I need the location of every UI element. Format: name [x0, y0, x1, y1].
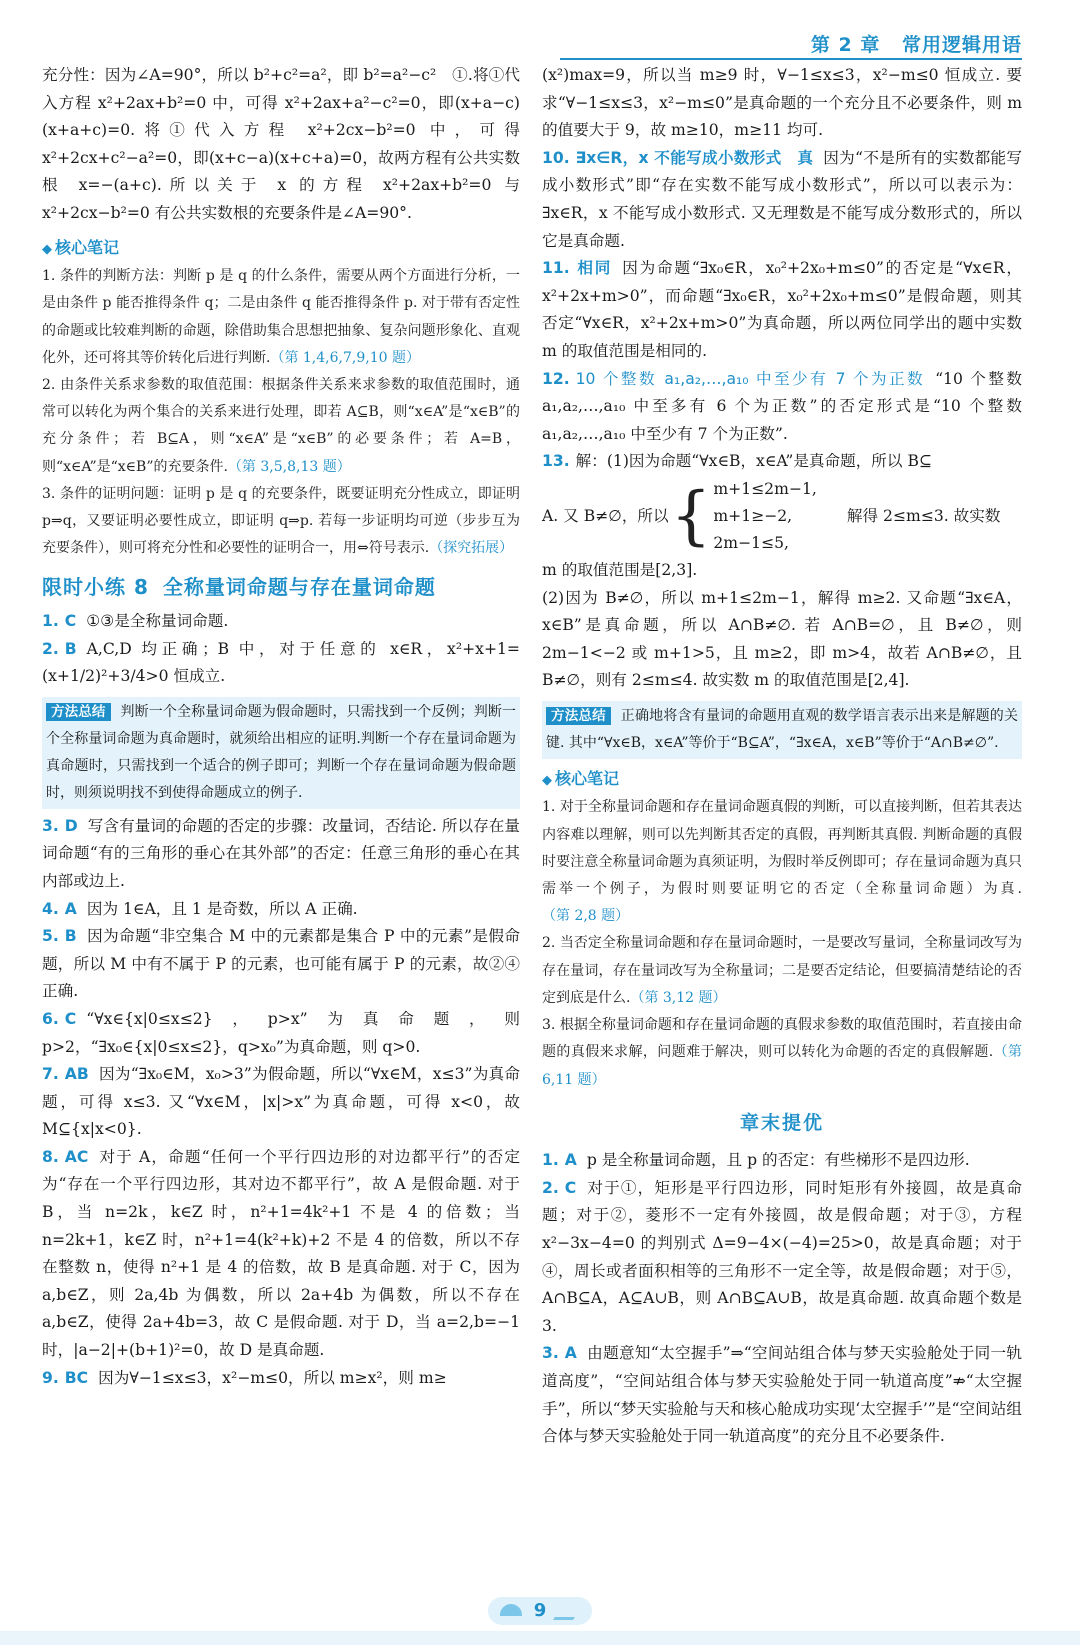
- method-summary-text: 正确地将含有量词的命题用直观的数学语言表示出来是解题的关键. 其中“∀x∈B，x∈A”等价于“B⊆A”，“∃x∈A，x∈B”等价于“A∩B≠∅”.: [546, 707, 1019, 751]
- core-note: 1. 对于全称量词命题和存在量词命题真假的判断，可以直接判断，但若其表达内容难以理解，则可以先判断其否定的真假，再判断其真假. 判断命题的真假时要注意全称量词命题为真须证明，为假时举反例即可；存在量词命题为真只需举一个例子，为假时则要证明它的否定（全称量词命题）为真.（第 2,8 题）: [542, 799, 1022, 925]
- core-note: 2. 由条件关系求参数的取值范围：根据条件关系来求参数的取值范围时，通常可以转化为两个集合的关系来进行处理，即若 A⊆B，则“x∈A”是“x∈B”的充分条件；若 B⊆A，则“x∈A”是“x∈B”的必要条件；若 A=B，则“x∈A”是“x∈B”的充要条件.（第 3,5,8,13 题）: [42, 376, 520, 475]
- core-notes-heading: ◆ 核心笔记: [42, 237, 120, 257]
- answer-item: 1. A p 是全称量词命题，且 p 的否定：有些梯形不是四边形.: [542, 1151, 970, 1170]
- answer-item: 2. B A,C,D 均正确；B 中，对于任意的 x∈R，x²+x+1=(x+1/2)²+3/4>0 恒成立.: [42, 639, 520, 686]
- page-number: 9: [533, 1600, 547, 1621]
- core-note: 3. 条件的证明问题：证明 p 是 q 的充要条件，既要证明充分性成立，即证明 p⇒q，又要证明必要性成立，即证明 q⇒p. 若每一步证明均可逆（步步互为充要条件），则可将充分性和必要性的证明合一，用⇔符号表示.（探究拓展）: [42, 485, 520, 557]
- core-note: 1. 条件的判断方法：判断 p 是 q 的什么条件，需要从两个方面进行分析，一是由条件 p 能否推得条件 q；二是由条件 q 能否推得条件 p. 对于带有否定性的命题或比较难判断的命题，除借助集合思想把抽象、复杂问题形象化、直观化外，还可将其等价转化后进行判断.（第 1,4,6,7,9,10 题）: [42, 268, 520, 366]
- answer-item: 2. C 对于①，矩形是平行四边形，同时矩形有外接圆，故是真命题；对于②，菱形不一定有外接圆，故是假命题；对于③，方程 x²−3x−4=0 的判别式 Δ=9−4×(−4)=25>0，故是真命题；对于④，周长或者面积相等的三角形不一定全等，故是假命题；对于⑤，A∩B⊆A，A⊆A∪B，则 A∩B⊆A∪B，故是真命题. 故真命题个数是 3.: [542, 1178, 1022, 1335]
- answer-item: 9. BC 因为∀−1≤x≤3，x²−m≤0，所以 m≥x²，则 m≥: [42, 1368, 447, 1387]
- chapter-title: 常用逻辑用语: [901, 34, 1022, 56]
- left-column: [42, 62, 520, 1392]
- answer-item: 3. A 由题意知“太空握手”⇒“空间站组合体与梦天实验舱处于同一轨道高度”，“空间站组合体与梦天实验舱处于同一轨道高度”⇏“太空握手”，所以“梦天实验舱与天和核心舱成功实现‘太空握手’”是“空间站组合体与梦天实验舱处于同一轨道高度”的充分且不必要条件.: [542, 1344, 1022, 1446]
- method-summary-tag: 方法总结: [46, 703, 111, 721]
- section-label: 限时小练 8: [42, 575, 149, 600]
- answer-item: 6. C “∀x∈{x|0≤x≤2}，p>x”为真命题，则 p>2，“∃x₀∈{x|0≤x≤2}，q>x₀”为真命题，则 q>0.: [42, 1009, 520, 1056]
- answer-item: 3. D 写含有量词的命题的否定的步骤：改量词，否结论. 所以存在量词命题“有的三角形的垂心在其外部”的否定：任意三角形的垂心在其内部或边上.: [42, 816, 520, 890]
- answer-item-13: 13. 解：(1)因为命题“∀x∈B，x∈A”是真命题，所以 B⊆: [542, 452, 932, 471]
- answer-item: 1. C ①③是全称量词命题.: [42, 611, 229, 630]
- answer-item: 7. AB 因为“∃x₀∈M，x₀>3”为假命题，所以“∀x∈M，x≤3”为真命题，可得 x≤3. 又“∀x∈M，|x|>x”为真命题，可得 x<0，故 M⊆{x|x<0}.: [42, 1065, 520, 1139]
- answer-item: 11. 相同 因为命题“∃x₀∈R，x₀²+2x₀+m≤0”的否定是“∀x∈R，x²+2x+m>0”，而命题“∃x₀∈R，x₀²+2x₀+m≤0”是假命题，则其否定“∀x∈R，x²+2x+m>0”为真命题，所以两位同学出的题中实数 m 的取值范围是相同的.: [542, 259, 1022, 360]
- answer-13-part2: (2)因为 B≠∅，所以 m+1≤2m−1，解得 m≥2. 又命题“∃x∈A，x∈B”是真命题，所以 A∩B≠∅. 若 A∩B=∅，且 B≠∅，则 2m−1<−2 或 m+1>5，且 m≥2，即 m>4，故若 A∩B≠∅，且 B≠∅，则有 2≤m≤4. 故实数 m 的取值范围是[2,4].: [542, 588, 1022, 690]
- bottom-band: [0, 1631, 1080, 1645]
- method-summary-text: 判断一个全称量词命题为假命题时，只需找到一个反例；判断一个全称量词命题为真命题时，就须给出相应的证明.判断一个存在量词命题为真命题时，只需找到一个适合的例子即可；判断一个存在量词命题为假命题时，则须说明找不到使得命题成立的例子.: [46, 703, 517, 801]
- right-column: [542, 62, 1022, 1451]
- section-name: 全称量词命题与存在量词命题: [162, 575, 436, 600]
- answer-item: 4. A 因为 1∈A，且 1 是奇数，所以 A 正确.: [42, 899, 358, 918]
- left-brace-icon: {: [670, 479, 712, 554]
- chapter-number: 第 2 章: [810, 34, 881, 56]
- header-rule: [560, 58, 1022, 60]
- core-notes-heading: ◆ 核心笔记: [542, 768, 620, 788]
- answer-item: 8. AC 对于 A，命题“任何一个平行四边形的对边都平行”的否定为“存在一个平行四边形，其对边不都平行”，故 A 是假命题. 对于 B，当 n=2k，k∈Z 时，n²+1=4k²+1 不是 4 的倍数；当 n=2k+1，k∈Z 时，n²+1=4(k²+k)+2 不是 4 的倍数，所以不存在整数 n，使得 n²+1 是 4 的倍数，故 B 是真命题. 对于 C，因为 a,b∈Z，则 2a,4b 为偶数，所以 2a+4b 为偶数，所以不存在 a,b∈Z，使得 2a+4b=3，故 C 是假命题. 对于 D，当 a=2,b=−1 时，|a−2|+(b+1)²=0，故 D 是真命题.: [42, 1147, 520, 1360]
- core-note: 3. 根据全称量词命题和存在量词命题的真假求参数的取值范围时，若直接由命题的真假来求解，问题难于解决，则可以转化为命题的否定的真假解题.（第 6,11 题）: [542, 1017, 1023, 1088]
- answer-13-range: m 的取值范围是[2,3].: [542, 560, 698, 579]
- diamond-icon: ◆: [542, 772, 552, 788]
- method-summary-tag: 方法总结: [546, 707, 611, 725]
- answer-item: 10. ∃x∈R，x 不能写成小数形式 真 因为“不是所有的实数都能写成小数形式”即“存在实数不能写成小数形式”，所以可以表示为：∃x∈R，x 不能写成小数形式. 又无理数是不能写成分数形式的，所以它是真命题.: [542, 148, 1022, 250]
- answer-item: 5. B 因为命题“非空集合 M 中的元素都是集合 P 中的元素”是假命题，所以 M 中有不属于 P 的元素，也可能有属于 P 的元素，故②④正确.: [42, 927, 520, 1001]
- section-title: [42, 574, 520, 602]
- page-header: [811, 30, 1022, 57]
- answer-item: 12. 10 个整数 a₁,a₂,…,a₁₀ 中至少有 7 个为正数 “10 个整数 a₁,a₂,…,a₁₀ 中至多有 6 个为正数”的否定形式是“10 个整数 a₁,a₂,…,a₁₀ 中至少有 7 个为正数”.: [542, 369, 1022, 443]
- method-summary-box: [42, 697, 520, 809]
- chapter-review-title: 章末提优: [739, 1111, 824, 1134]
- inequality-system: A. 又 B≠∅，所以 { m+1≤2m−1, m+1≥−2, 2m−1≤5, 解得 2≤m≤3. 故实数: [542, 479, 1001, 554]
- intro-paragraph: 充分性：因为∠A=90°，所以 b²+c²=a²，即 b²=a²−c² ①.将①代入方程 x²+2ax+b²=0 中，可得 x²+2ax+a²−c²=0，即(x+a−c)(x+a+c)=0.将①代入方程 x²+2cx−b²=0 中，可得 x²+2cx+c²−a²=0，即(x+c−a)(x+c+a)=0，故两方程有公共实数根 x=−(a+c).所以关于 x 的方程 x²+2ax+b²=0 与 x²+2cx−b²=0 有公共实数根的充要条件是∠A=90°.: [42, 66, 520, 222]
- diamond-icon: ◆: [42, 241, 52, 257]
- answer-item-continued: (x²)max=9，所以当 m≥9 时，∀−1≤x≤3，x²−m≤0 恒成立. 要求“∀−1≤x≤3，x²−m≤0”是真命题的一个充分且不必要条件，则 m 的值要大于 9，故 m≥10，m≥11 均可.: [542, 66, 1022, 140]
- method-summary-box: [542, 701, 1022, 759]
- page-number-badge: [488, 1593, 592, 1627]
- core-note: 2. 当否定全称量词命题和存在量词命题时，一是要改写量词，全称量词改写为存在量词，存在量词改写为全称量词；二是要否定结论，但要搞清楚结论的否定到底是什么.（第 3,12 题）: [542, 935, 1022, 1006]
